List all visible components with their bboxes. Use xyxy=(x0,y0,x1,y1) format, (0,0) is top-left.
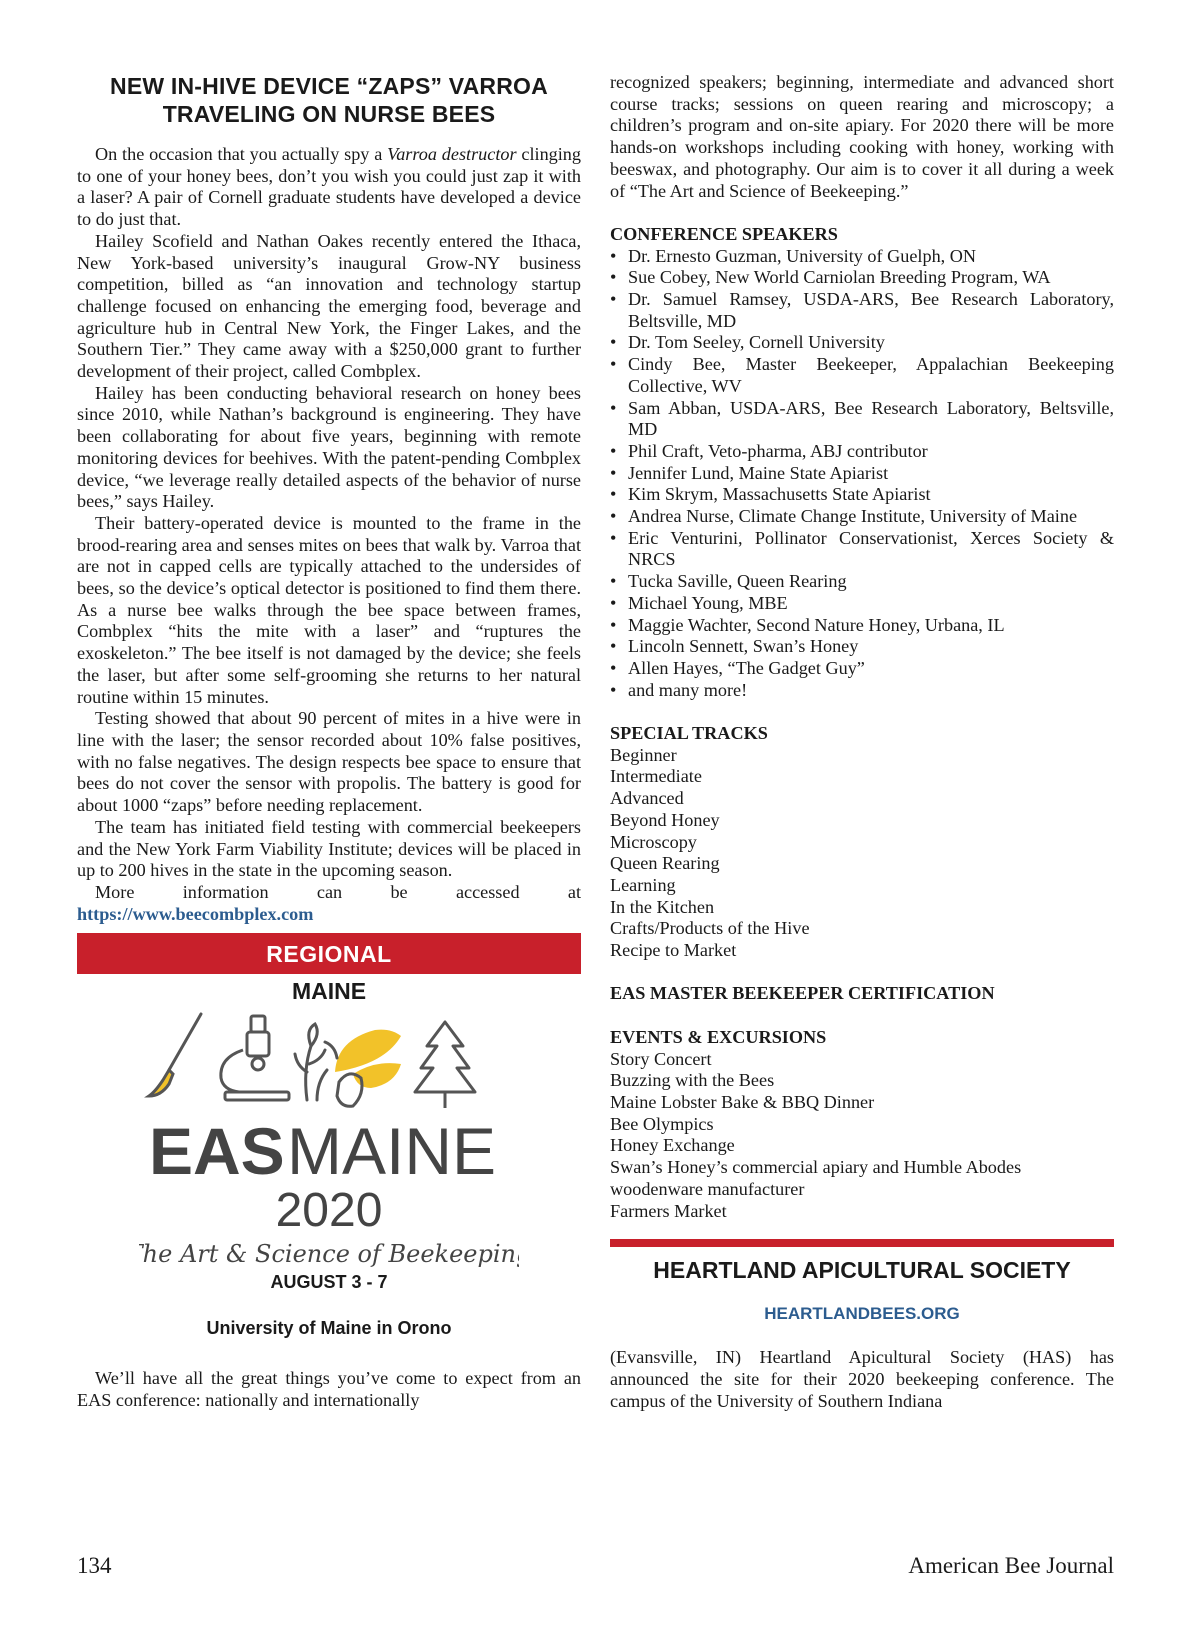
event-item: Story Concert xyxy=(610,1048,712,1069)
track-item: Beginner xyxy=(610,744,677,765)
page-number: 134 xyxy=(77,1553,112,1578)
journal-name: American Bee Journal xyxy=(908,1553,1114,1578)
event-location: University of Maine in Orono xyxy=(206,1318,452,1339)
speaker-item: • Michael Young, MBE xyxy=(610,593,1114,615)
speaker-item: • Eric Venturini, Pollinator Conservationist, Xerces Society & NRCS xyxy=(610,528,1114,571)
eas-maine-logo-art xyxy=(139,1012,519,1270)
article-paragraph-3: Hailey has been conducting behavioral research on honey bees since 2010, while Nathan’s background is engineering. They have been collaborating for about five years, beginning with remote monitoring devices for beehives. With the patent-pending Combplex device, “we leverage really detailed aspects of the behavior of nurse bees,” says Hailey. xyxy=(77,382,581,512)
track-item: Recipe to Market xyxy=(610,940,737,961)
combplex-link[interactable]: https://www.beecombplex.com xyxy=(77,903,314,924)
speaker-item: • Sue Cobey, New World Carniolan Breeding Program, WA xyxy=(610,267,1114,289)
speaker-item: • Jennifer Lund, Maine State Apiarist xyxy=(610,463,1114,485)
track-item: Advanced xyxy=(610,788,684,809)
continued-paragraph: recognized speakers; beginning, intermediate and advanced short course tracks; sessions on queen rearing and microscopy; a children’s program and on-site apiary. For 2020 there will be more hands-on workshops including cooking with honey, working with beeswax, and photography. Our aim is to cover it all during a week of “The Art and Science of Beekeeping.” xyxy=(610,72,1114,201)
track-item: In the Kitchen xyxy=(610,896,715,917)
speaker-item: • Andrea Nurse, Climate Change Institute, University of Maine xyxy=(610,506,1114,528)
regional-banner: REGIONAL xyxy=(77,933,581,974)
article-paragraph-2: Hailey Scofield and Nathan Oakes recently entered the Ithaca, New York-based university’s inaugural Grow-NY business competition, billed as “an innovation and technology startup challenge focused on enhancing the emerging food, beverage and agriculture hub in Central New York, the Finger Lakes, and the Southern Tier.” They came away with a $250,000 grant to further development of their project, called Combplex. xyxy=(77,230,581,382)
article-paragraph-7 xyxy=(77,882,581,925)
left-column xyxy=(77,72,581,1412)
speaker-item: • Lincoln Sennett, Swan’s Honey xyxy=(610,636,1114,658)
article-paragraph-6: The team has initiated field testing with commercial beekeepers and the New York Farm Viability Institute; devices will be placed in up to 200 hives in the state in the upcoming season. xyxy=(77,816,581,881)
article-paragraph-4: Their battery-operated device is mounted to the frame in the brood-rearing area and senses mites on bees that walk by. Varroa that are not in capped cells are typically attached to the undersides of bees, so the device’s optical detector is positioned to find them there. As a nurse bee walks through the bee space between frames, Combplex “hits the mite with a laser” and “ruptures the exoskeleton.” The bee itself is not damaged by the device; she feels the laser, but after some self-grooming she returns to her natural routine within 15 minutes. xyxy=(77,512,581,707)
speaker-item: • Tucka Saville, Queen Rearing xyxy=(610,571,1114,593)
logo-year-text: 2020 xyxy=(275,1184,383,1238)
tracks-list xyxy=(610,745,1114,962)
pine-tree-icon xyxy=(415,1022,475,1108)
certification-heading: EAS MASTER BEEKEEPER CERTIFICATION xyxy=(610,983,995,1004)
track-item: Queen Rearing xyxy=(610,853,720,874)
article-paragraph-1 xyxy=(77,144,581,231)
logo-tagline-text: The Art & Science of Beekeeping xyxy=(139,1240,519,1269)
event-item: Swan’s Honey’s commercial apiary and Humble Abodes woodenware manufacturer xyxy=(610,1157,1022,1199)
microscope-icon xyxy=(221,1016,289,1100)
speaker-item: • Dr. Tom Seeley, Cornell University xyxy=(610,332,1114,354)
event-date: AUGUST 3 - 7 xyxy=(270,1272,388,1293)
article-headline: NEW IN-HIVE DEVICE “ZAPS” VARROA TRAVELING ON NURSE BEES xyxy=(110,73,548,127)
p1-text-end: clinging to one of your honey bees, don’t you wish you could just zap it with a laser? A pair of Cornell graduate students have developed a device to do just that. xyxy=(77,144,581,230)
logo-maine-text: MAINE xyxy=(287,1114,497,1189)
speaker-item: • Dr. Ernesto Guzman, University of Guelph, ON xyxy=(610,246,1114,268)
article-paragraph-5: Testing showed that about 90 percent of mites in a hive were in line with the laser; the sensor recorded about 10% false positives, with no false negatives. The design respects bee space to ensure that bees do not cover the sensor with propolis. The battery is good for about 1000 “zaps” before needing replacement. xyxy=(77,708,581,816)
tracks-heading: SPECIAL TRACKS xyxy=(610,723,768,744)
events-heading: EVENTS & EXCURSIONS xyxy=(610,1026,827,1047)
sprig-icon xyxy=(295,1024,327,1100)
event-item: Bee Olympics xyxy=(610,1113,714,1134)
speaker-item: • Kim Skrym, Massachusetts State Apiarist xyxy=(610,484,1114,506)
speaker-item: • Maggie Wachter, Second Nature Honey, Urbana, IL xyxy=(610,615,1114,637)
events-list xyxy=(610,1049,1114,1223)
event-item: Maine Lobster Bake & BBQ Dinner xyxy=(610,1091,875,1112)
track-item: Learning xyxy=(610,874,676,895)
eas-maine-logo xyxy=(77,1012,581,1270)
paintbrush-icon xyxy=(149,1014,201,1096)
heartland-link[interactable]: HEARTLANDBEES.ORG xyxy=(764,1304,960,1324)
event-item: Buzzing with the Bees xyxy=(610,1070,775,1091)
speaker-item: • Phil Craft, Veto-pharma, ABJ contributor xyxy=(610,441,1114,463)
state-title: MAINE xyxy=(291,978,367,1005)
speaker-item: • Dr. Samuel Ramsey, USDA-ARS, Bee Research Laboratory, Beltsville, MD xyxy=(610,289,1114,332)
heartland-paragraph: (Evansville, IN) Heartland Apicultural Society (HAS) has announced the site for their 2020 beekeeping conference. The campus of the University of Southern Indiana xyxy=(610,1347,1114,1411)
speakers-list xyxy=(610,246,1114,702)
right-column xyxy=(610,72,1114,1412)
speakers-heading: CONFERENCE SPEAKERS xyxy=(610,223,838,244)
event-item: Farmers Market xyxy=(610,1200,727,1221)
speaker-item: • Sam Abban, USDA-ARS, Bee Research Laboratory, Beltsville, MD xyxy=(610,398,1114,441)
track-item: Beyond Honey xyxy=(610,809,720,830)
track-item: Intermediate xyxy=(610,766,702,787)
bee-icon xyxy=(325,1030,401,1107)
logo-eas-text: EAS xyxy=(149,1114,285,1189)
track-item: Microscopy xyxy=(610,831,697,852)
speaker-item: • Cindy Bee, Master Beekeeper, Appalachian Beekeeping Collective, WV xyxy=(610,354,1114,397)
track-item: Crafts/Products of the Hive xyxy=(610,918,810,939)
speaker-item: • and many more! xyxy=(610,680,1114,702)
p7-text: More information can be accessed at xyxy=(95,881,581,902)
org-title: HEARTLAND APICULTURAL SOCIETY xyxy=(653,1257,1071,1284)
event-item: Honey Exchange xyxy=(610,1135,735,1156)
species-name: Varroa destructor xyxy=(387,144,517,164)
section-divider xyxy=(610,1239,1114,1247)
speaker-item: • Allen Hayes, “The Gadget Guy” xyxy=(610,658,1114,680)
p1-text: On the occasion that you actually spy a xyxy=(95,144,388,164)
article-paragraph-8: We’ll have all the great things you’ve come to expect from an EAS conference: nationally and internationally xyxy=(77,1368,581,1411)
